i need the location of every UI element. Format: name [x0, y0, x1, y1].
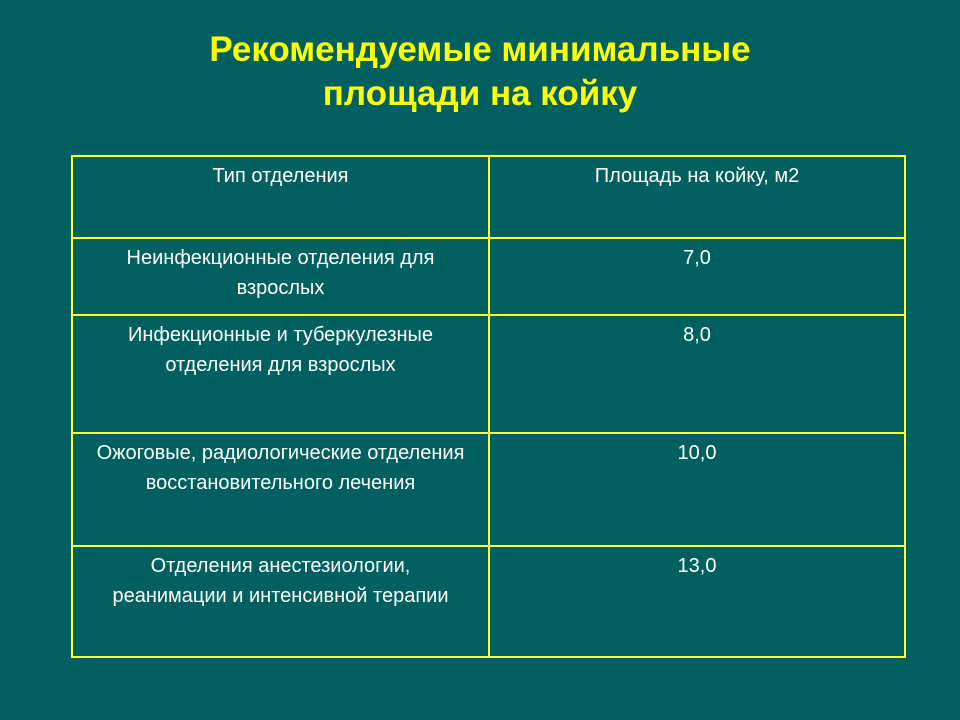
- bed-area-table: [71, 155, 906, 658]
- area-cell: 13,0: [489, 546, 905, 657]
- area-cell: 8,0: [489, 315, 905, 433]
- department-text: Инфекционные и туберкулезные отделения для взрослых: [127, 324, 434, 376]
- table-row: [72, 315, 905, 433]
- slide-title-line-2: площади на койку: [322, 74, 638, 113]
- table-header-row: [72, 156, 905, 238]
- department-cell: [72, 546, 489, 657]
- department-text: Неинфекционные отделения для взрослых: [126, 247, 435, 299]
- department-cell: [72, 315, 489, 433]
- table-row: [72, 546, 905, 657]
- header-department-type: Тип отделения: [72, 156, 489, 238]
- department-cell: [72, 238, 489, 315]
- table-row: [72, 238, 905, 315]
- area-cell: 7,0: [489, 238, 905, 315]
- slide-title: [0, 28, 960, 116]
- area-cell: 10,0: [489, 433, 905, 546]
- slide-title-line-1: Рекомендуемые минимальные: [209, 30, 751, 69]
- department-text: Ожоговые, радиологические отделения восстановительного лечения: [96, 442, 465, 494]
- table-row: [72, 433, 905, 546]
- department-cell: [72, 433, 489, 546]
- header-area-per-bed: Площадь на койку, м2: [489, 156, 905, 238]
- department-text: Отделения анестезиологии, реанимации и интенсивной терапии: [112, 555, 449, 607]
